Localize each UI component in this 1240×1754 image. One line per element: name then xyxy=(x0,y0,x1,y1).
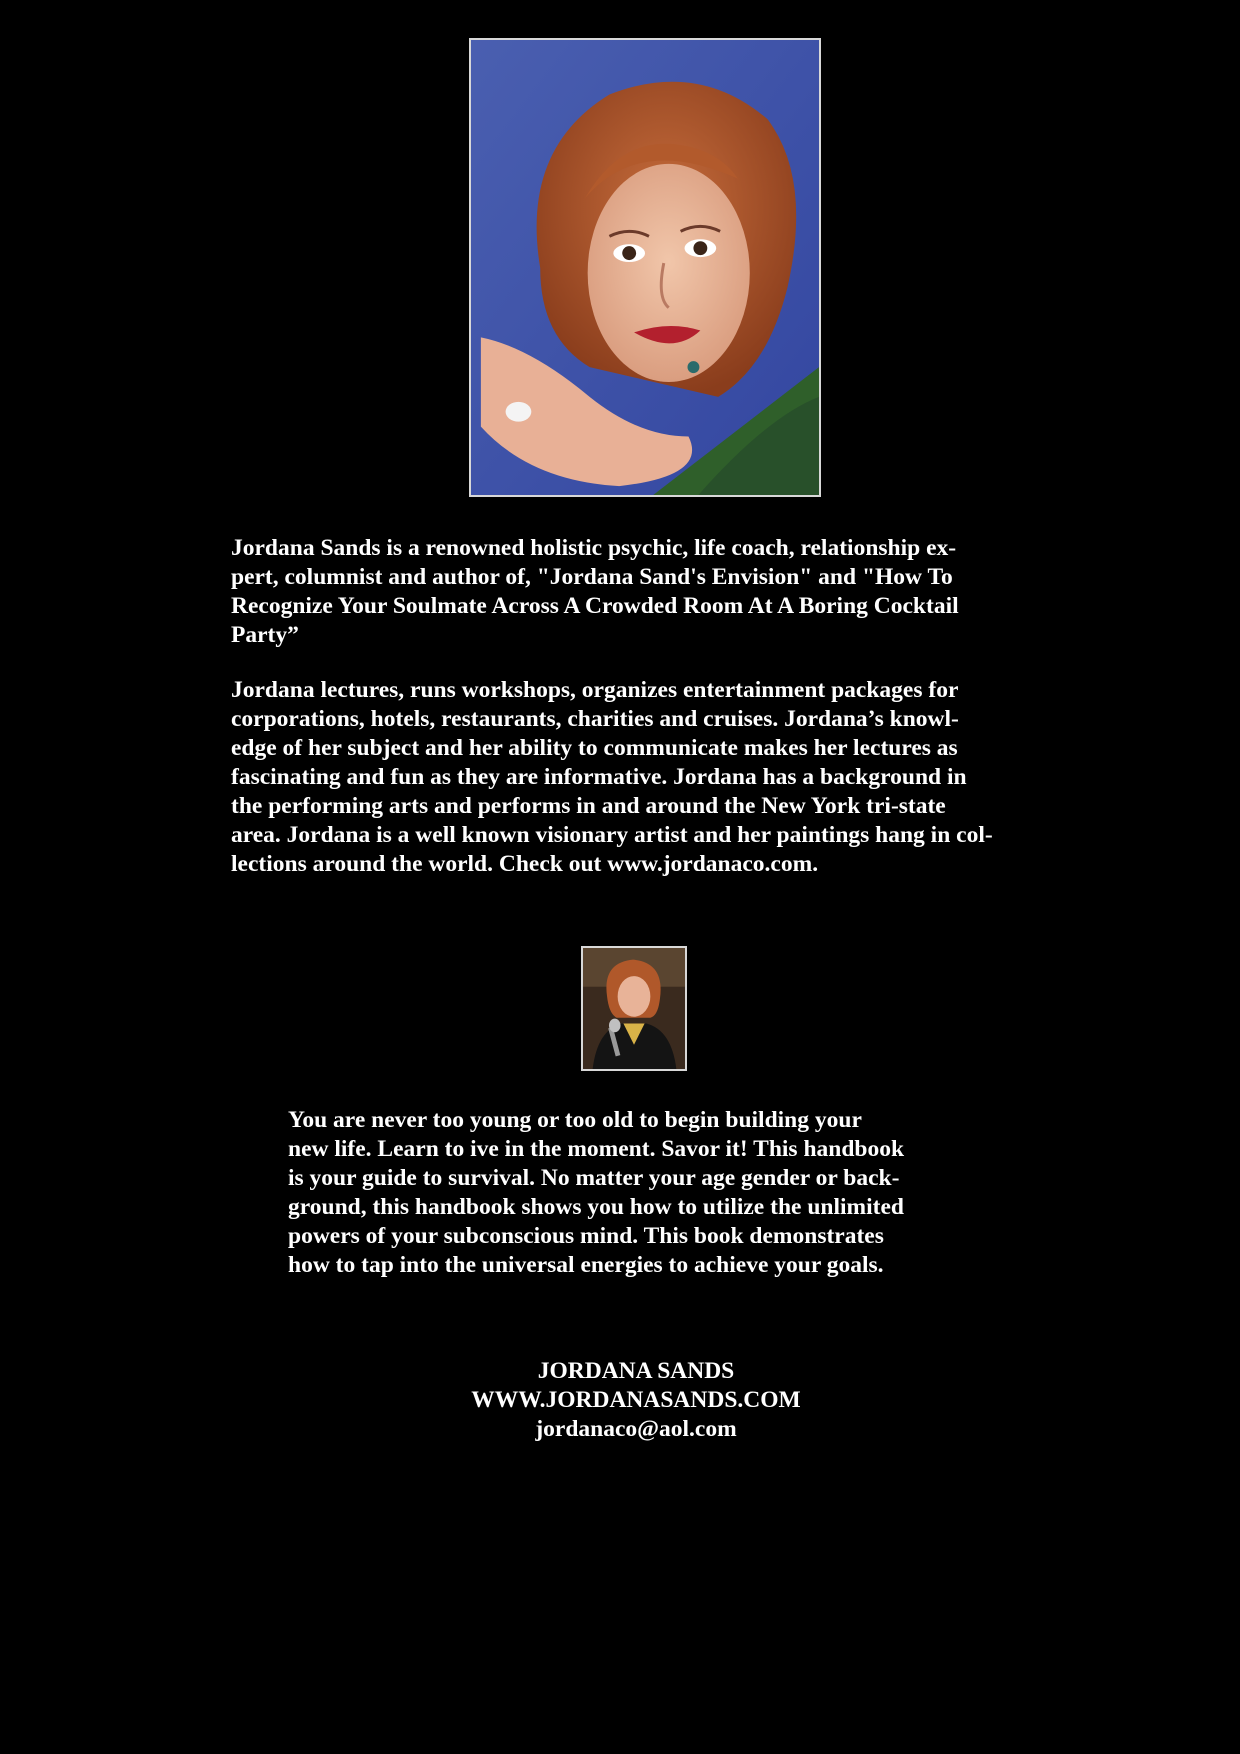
email-link[interactable]: jordanaco@aol.com xyxy=(535,1416,737,1442)
author-portrait-photo xyxy=(469,38,821,497)
handbook-paragraph: You are never too young or too old to begin building your new life. Learn to ive in the moment. Savor it! This handbook is your guide to survival. No matter your age gender or back- ground, this handbook shows you how to utilize the unlimited powers of your subconscious mind. This book demonstrates how to tap into the universal energies to achieve your goals. xyxy=(288,1107,905,1278)
bio-paragraph: Jordana Sands is a renowned holistic psychic, life coach, relationship ex- pert, columnist and author of, "Jordana Sand's Envision" and "How To Recognize Your Soulmate Across A Crowded Room At A Boring Cocktail Party” xyxy=(231,535,959,648)
contact-block xyxy=(360,1357,912,1444)
lectures-paragraph: Jordana lectures, runs workshops, organizes entertainment packages for corporations, hotels, restaurants, charities and cruises. Jordana’s knowl- edge of her subject and her ability to communicate makes her lectures as fascinating and fun as they are informative. Jordana has a background in the performing arts and performs in and around the New York tri-state area. Jordana is a well known visionary artist and her paintings hang in col- lections around the world. Check out www.jordanaco.com. xyxy=(231,677,993,877)
author-small-photo xyxy=(581,946,687,1071)
website-link[interactable]: WWW.JORDANASANDS.COM xyxy=(471,1387,801,1413)
author-name: JORDANA SANDS xyxy=(537,1358,735,1384)
